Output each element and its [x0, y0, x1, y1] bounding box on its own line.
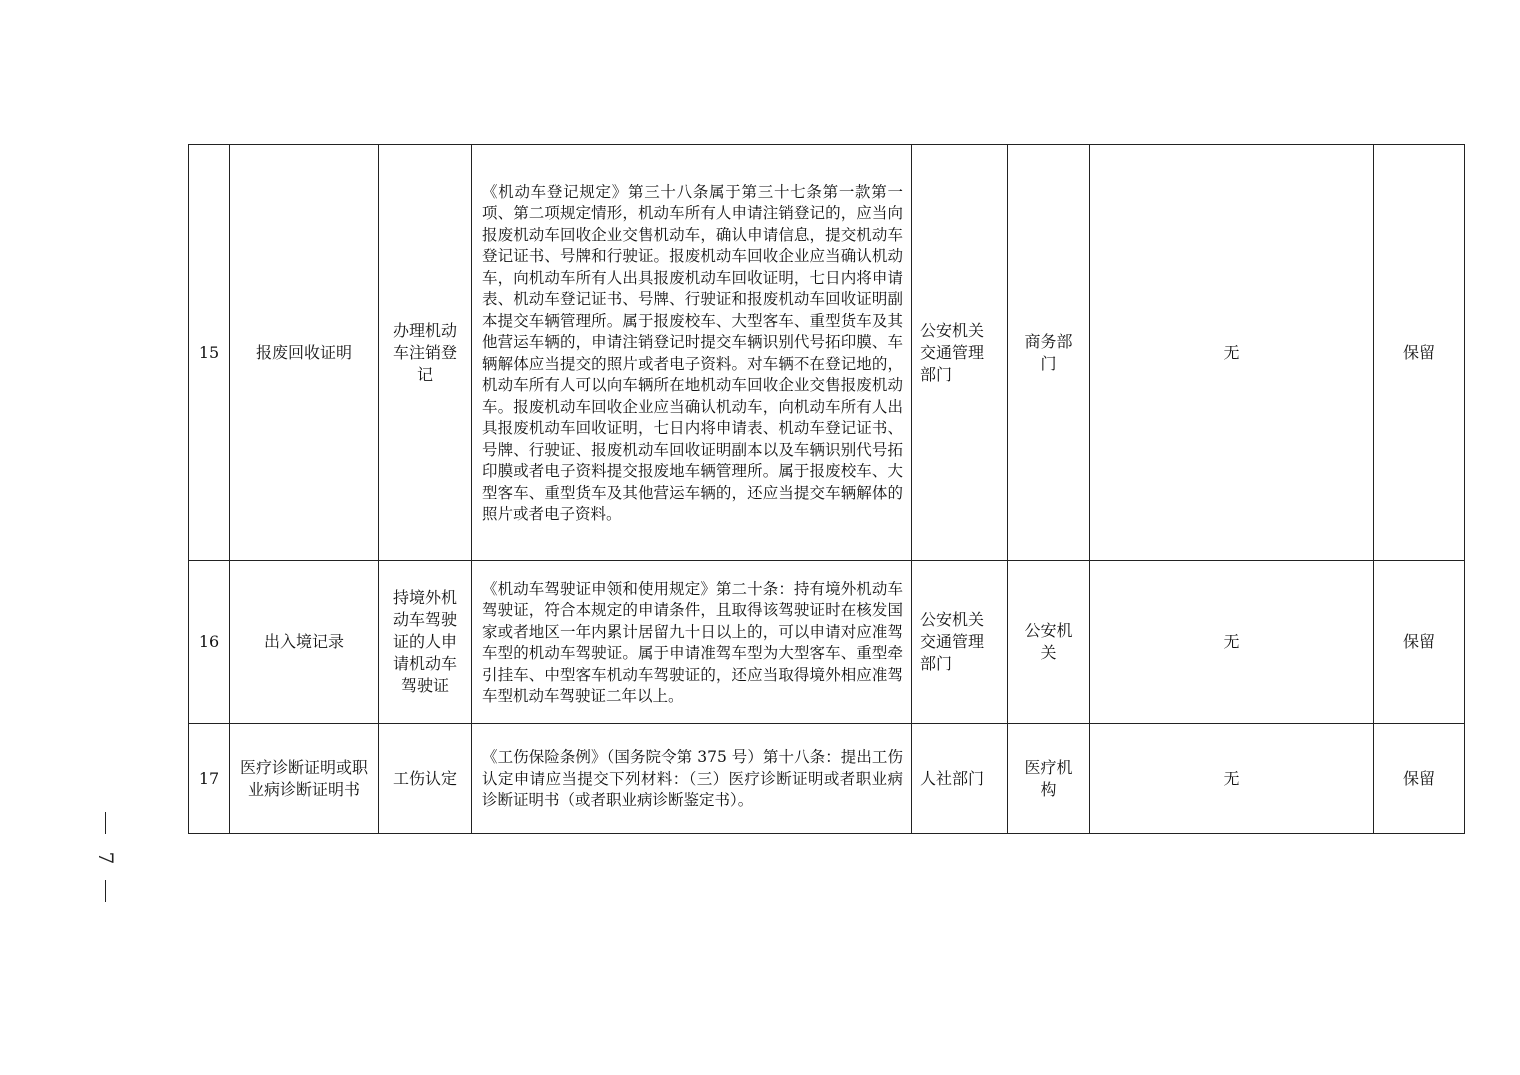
legal-basis: 《机动车驾驶证申领和使用规定》第二十条：持有境外机动车驾驶证，符合本规定的申请条件，且取得该驾驶证时在核发国家或者地区一年内累计居留九十日以上的，可以申请对应准驾车型的机动车驾驶证。属于申请准驾车型为大型客车、重型牵引挂车、中型客车机动车驾驶证的，还应当取得境外相应准驾车型机动车驾驶证二年以上。: [472, 561, 912, 724]
page-number: [92, 812, 122, 904]
matter-name: 持境外机动车驾驶证的人申请机动车驾驶证: [379, 561, 472, 724]
handling-result: 保留: [1374, 561, 1465, 724]
row-number: 17: [189, 724, 230, 834]
page-number-dash: [105, 812, 106, 834]
alternative-method: 无: [1090, 724, 1374, 834]
table-row: [189, 561, 1465, 724]
handling-department: 人社部门: [912, 724, 1008, 834]
issuing-department: 商务部门: [1008, 145, 1090, 561]
handling-department: 公安机关交通管理部门: [912, 145, 1008, 561]
alternative-method: 无: [1090, 561, 1374, 724]
page-number-value: 7: [94, 851, 118, 865]
legal-basis: 《机动车登记规定》第三十八条属于第三十七条第一款第一项、第二项规定情形，机动车所有人申请注销登记的，应当向报废机动车回收企业交售机动车，确认申请信息，提交机动车登记证书、号牌和行驶证。报废机动车回收企业应当确认机动车，向机动车所有人出具报废机动车回收证明，七日内将申请表、机动车登记证书、号牌、行驶证和报废机动车回收证明副本提交车辆管理所。属于报废校车、大型客车、重型货车及其他营运车辆的，申请注销登记时提交车辆识别代号拓印膜、车辆解体应当提交的照片或者电子资料。对车辆不在登记地的，机动车所有人可以向车辆所在地机动车回收企业交售报废机动车。报废机动车回收企业应当确认机动车，向机动车所有人出具报废机动车回收证明，七日内将申请表、机动车登记证书、号牌、行驶证、报废机动车回收证明副本以及车辆识别代号拓印膜或者电子资料提交报废地车辆管理所。属于报废校车、大型客车、重型货车及其他营运车辆的，还应当提交车辆解体的照片或者电子资料。: [472, 145, 912, 561]
material-name: 出入境记录: [230, 561, 379, 724]
material-table: [188, 144, 1465, 834]
handling-result: 保留: [1374, 724, 1465, 834]
legal-basis: 《工伤保险条例》（国务院令第 375 号）第十八条：提出工伤认定申请应当提交下列材料：（三）医疗诊断证明或者职业病诊断证明书（或者职业病诊断鉴定书）。: [472, 724, 912, 834]
handling-result: 保留: [1374, 145, 1465, 561]
row-number: 15: [189, 145, 230, 561]
material-name: 报废回收证明: [230, 145, 379, 561]
row-number: 16: [189, 561, 230, 724]
page-number-dash: [105, 880, 106, 902]
material-name: 医疗诊断证明或职业病诊断证明书: [230, 724, 379, 834]
matter-name: 办理机动车注销登记: [379, 145, 472, 561]
issuing-department: 医疗机构: [1008, 724, 1090, 834]
alternative-method: 无: [1090, 145, 1374, 561]
handling-department: 公安机关交通管理部门: [912, 561, 1008, 724]
table-row: [189, 724, 1465, 834]
table-row: [189, 145, 1465, 561]
issuing-department: 公安机关: [1008, 561, 1090, 724]
matter-name: 工伤认定: [379, 724, 472, 834]
